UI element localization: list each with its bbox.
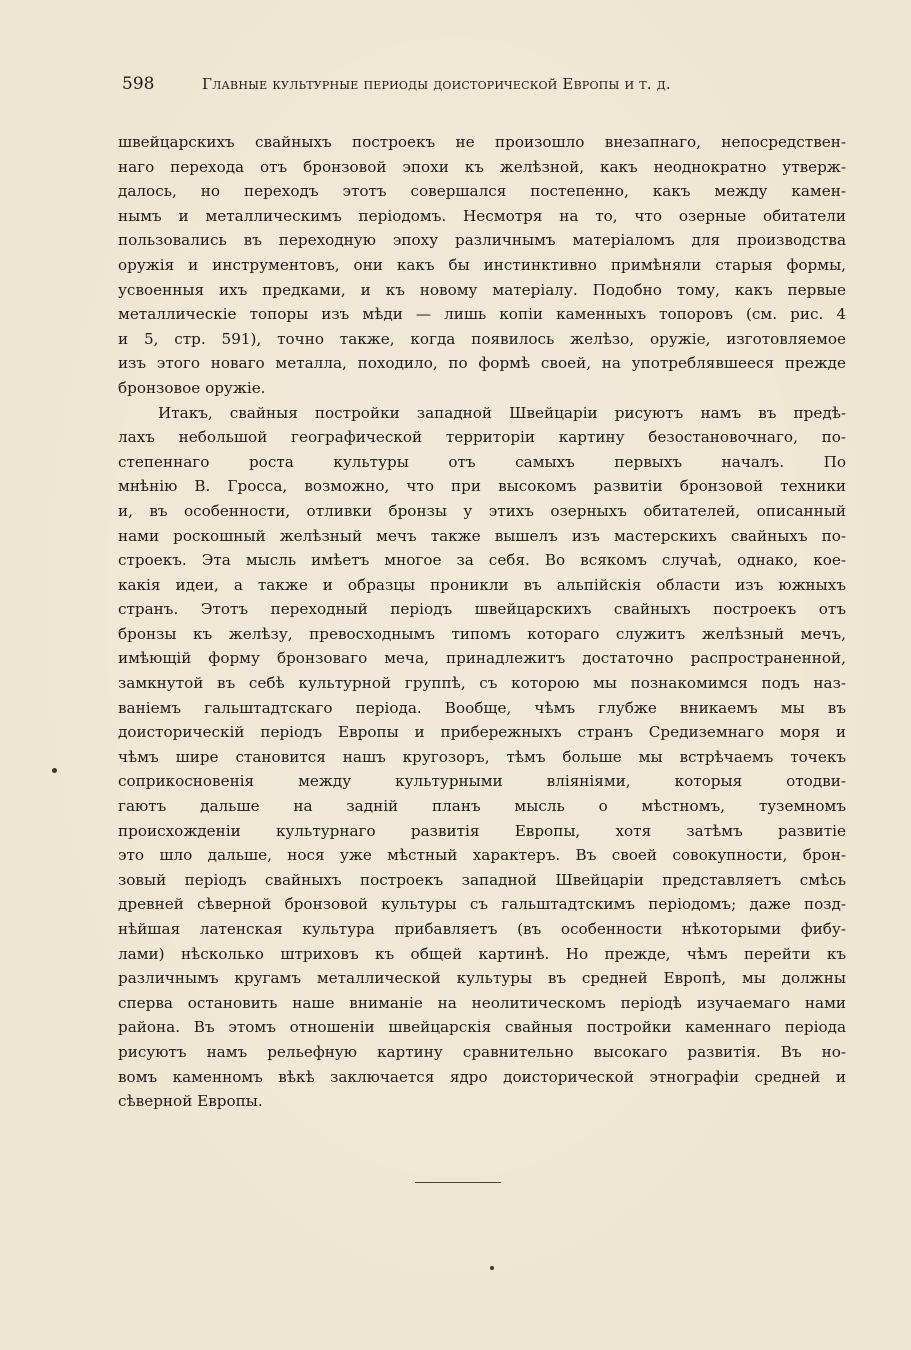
text-line: различнымъ кругамъ металлической культуры въ средней Европѣ, мы должны — [118, 969, 846, 988]
text-line: нами роскошный желѣзный мечъ также вышелъ изъ мастерскихъ свайныхъ по- — [118, 526, 846, 545]
text-line: сперва остановить наше вниманіе на неолитическомъ періодѣ изучаемаго нами — [118, 993, 846, 1012]
text-line: происхожденіи культурнаго развитія Европы, хотя затѣмъ развитіе — [118, 821, 846, 840]
text-line: швейцарскихъ свайныхъ построекъ не произошло внезапнаго, непосредствен- — [118, 133, 846, 151]
text-line: и, въ особенности, отливки бронзы у этихъ озерныхъ обитателей, описанный — [118, 501, 846, 520]
text-line: чѣмъ шире становится нашъ кругозоръ, тѣмъ больше мы встрѣчаемъ точекъ — [118, 747, 846, 766]
paragraph-2 — [118, 401, 846, 1114]
running-title: Главные культурные периоды доисторической Европы и т. д. — [202, 75, 671, 93]
paragraph-1 — [118, 130, 846, 401]
text-line: зовый періодъ свайныхъ построекъ западной Швейцаріи представляетъ смѣсь — [118, 870, 846, 889]
text-line: рисуютъ намъ рельефную картину сравнительно высокаго развитія. Въ но- — [118, 1042, 846, 1061]
text-line: оружія и инструментовъ, они какъ бы инстинктивно примѣняли старыя формы, — [118, 255, 846, 274]
text-line: района. Въ этомъ отношеніи швейцарскія свайныя постройки каменнаго періода — [118, 1018, 846, 1037]
text-line: сѣверной Европы. — [118, 1092, 263, 1111]
text-line: вомъ каменномъ вѣкѣ заключается ядро доисторической этнографіи средней и — [118, 1067, 846, 1086]
text-line: и 5, стр. 591), точно также, когда появилось желѣзо, оружіе, изготовляемое — [118, 329, 846, 348]
text-line: нымъ и металлическимъ періодомъ. Несмотря на то, что озерные обитатели — [118, 206, 846, 225]
text-line: усвоенныя ихъ предками, и къ новому матеріалу. Подобно тому, какъ первые — [118, 280, 846, 299]
text-line: Итакъ, свайныя постройки западной Швейцаріи рисуютъ намъ въ предѣ- — [158, 403, 846, 422]
text-line: степеннаго роста культуры отъ самыхъ первыхъ началъ. По — [118, 452, 846, 471]
text-line: какія идеи, а также и образцы проникли въ альпійскія области изъ южныхъ — [118, 575, 846, 594]
text-line: ваніемъ гальштадтскаго періода. Вообще, чѣмъ глубже вникаемъ мы въ — [118, 698, 846, 717]
page-header — [122, 74, 852, 94]
text-line: нѣйшая латенская культура прибавляетъ (въ особенности нѣкоторыми фибу- — [118, 920, 846, 938]
margin-speck — [490, 1266, 494, 1270]
text-line: бронзовое оружіе. — [118, 378, 266, 397]
text-line: это шло дальше, нося уже мѣстный характеръ. Въ своей совокупности, брон- — [118, 846, 846, 865]
margin-speck — [52, 768, 57, 773]
text-line: пользовались въ переходную эпоху различнымъ матеріаломъ для производства — [118, 231, 846, 250]
text-line: доисторическій періодъ Европы и прибережныхъ странъ Средиземнаго моря и — [118, 723, 846, 742]
text-line: древней сѣверной бронзовой культуры съ гальштадтскимъ періодомъ; даже позд- — [118, 895, 846, 914]
text-line: лами) нѣсколько штриховъ къ общей картинѣ. Но прежде, чѣмъ перейти къ — [118, 944, 846, 963]
text-line: гаютъ дальше на задній планъ мысль о мѣстномъ, туземномъ — [118, 797, 846, 816]
text-line: имѣющій форму бронзоваго меча, принадлежитъ достаточно распространенной, — [118, 649, 846, 668]
text-line: лахъ небольшой географической территоріи картину безостановочнаго, по- — [118, 428, 846, 447]
text-line: металлическіе топоры изъ мѣди — лишь копіи каменныхъ топоровъ (см. рис. 4 — [118, 305, 846, 324]
text-line: мнѣнію В. Гросса, возможно, что при высокомъ развитіи бронзовой техники — [118, 477, 846, 496]
body-text — [118, 130, 846, 1114]
page-number: 598 — [122, 74, 155, 94]
text-line: соприкосновенія между культурными вліяніями, которыя отодви- — [118, 772, 846, 791]
text-line: наго перехода отъ бронзовой эпохи къ желѣзной, какъ неоднократно утверж- — [118, 157, 846, 176]
text-line: странъ. Этотъ переходный періодъ швейцарскихъ свайныхъ построекъ отъ — [118, 600, 846, 619]
text-line: бронзы къ желѣзу, превосходнымъ типомъ котораго служитъ желѣзный мечъ, — [118, 624, 846, 643]
text-line: замкнутой въ себѣ культурной группѣ, съ которою мы познакомимся подъ наз- — [118, 674, 846, 693]
footer-rule — [415, 1182, 501, 1183]
text-line: строекъ. Эта мысль имѣетъ многое за себя. Во всякомъ случаѣ, однако, кое- — [118, 551, 846, 570]
text-line: изъ этого новаго металла, походило, по формѣ своей, на употреблявшееся прежде — [118, 354, 846, 373]
text-line: далось, но переходъ этотъ совершался постепенно, какъ между камен- — [118, 182, 846, 201]
